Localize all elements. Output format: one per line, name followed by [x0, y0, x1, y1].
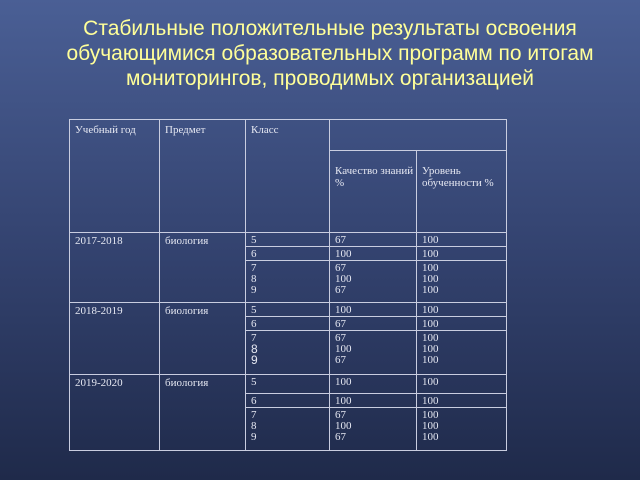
grade-cell	[246, 375, 330, 394]
level-value: 100	[422, 318, 439, 330]
grade-cell	[246, 233, 330, 247]
level-value: 100	[422, 248, 439, 260]
level-value: 100	[422, 262, 439, 274]
grade-cell	[246, 317, 330, 331]
quality-cell	[330, 394, 417, 408]
level-value: 100	[422, 395, 439, 407]
grade-value: 6	[251, 248, 257, 260]
grade-value: 8	[251, 273, 257, 285]
level-value: 100	[422, 376, 439, 388]
quality-value: 67	[335, 431, 346, 443]
grade-value: 6	[251, 318, 257, 330]
quality-cell	[330, 261, 417, 303]
quality-value: 100	[335, 395, 352, 407]
grade-value: 8	[251, 342, 258, 356]
quality-value: 100	[335, 420, 352, 432]
grade-value: 7	[251, 409, 257, 421]
level-value: 100	[422, 343, 439, 355]
level-value: 100	[422, 431, 439, 443]
quality-cell	[330, 233, 417, 247]
subject-cell: биология	[160, 303, 246, 375]
grade-cell	[246, 261, 330, 303]
quality-cell	[330, 331, 417, 375]
quality-value: 100	[335, 248, 352, 260]
quality-value: 67	[335, 409, 346, 421]
grade-value: 6	[251, 395, 257, 407]
quality-value: 100	[335, 376, 352, 388]
level-cell	[417, 247, 507, 261]
grade-value: 8	[251, 420, 257, 432]
quality-value: 100	[335, 273, 352, 285]
level-cell	[417, 375, 507, 394]
level-value: 100	[422, 234, 439, 246]
level-value: 100	[422, 354, 439, 366]
level-cell	[417, 394, 507, 408]
grade-value: 9	[251, 284, 257, 296]
year-cell: 2017-2018	[70, 233, 160, 303]
quality-value: 67	[335, 262, 346, 274]
quality-value: 67	[335, 234, 346, 246]
year-cell: 2019-2020	[70, 375, 160, 451]
grade-value: 9	[251, 353, 258, 367]
header-level: Уровень обученности %	[417, 151, 507, 233]
subject-cell: биология	[160, 375, 246, 451]
quality-cell	[330, 375, 417, 394]
grade-cell	[246, 394, 330, 408]
level-cell	[417, 261, 507, 303]
level-cell	[417, 317, 507, 331]
grade-cell	[246, 408, 330, 451]
slide-title: Стабильные положительные результаты освоения обучающимися образовательных программ по итогам мониторингов, проводимых организацией	[66, 17, 594, 90]
quality-value: 67	[335, 354, 346, 366]
quality-cell	[330, 408, 417, 451]
grade-value: 5	[251, 376, 257, 388]
grade-value: 7	[251, 332, 257, 344]
quality-value: 67	[335, 284, 346, 296]
level-cell	[417, 303, 507, 317]
quality-value: 67	[335, 318, 346, 330]
grade-cell	[246, 303, 330, 317]
grade-cell	[246, 331, 330, 375]
level-cell	[417, 408, 507, 451]
header-quality: Качество знаний %	[330, 151, 417, 233]
level-value: 100	[422, 273, 439, 285]
quality-value: 100	[335, 304, 352, 316]
header-subject: Предмет	[160, 120, 246, 233]
quality-value: 100	[335, 343, 352, 355]
year-cell: 2018-2019	[70, 303, 160, 375]
header-year: Учебный год	[70, 120, 160, 233]
subject-cell: биология	[160, 233, 246, 303]
quality-cell	[330, 317, 417, 331]
level-value: 100	[422, 332, 439, 344]
quality-cell	[330, 247, 417, 261]
header-grade: Класс	[246, 120, 330, 233]
results-table	[69, 119, 507, 451]
level-value: 100	[422, 409, 439, 421]
grade-value: 5	[251, 234, 257, 246]
quality-cell	[330, 303, 417, 317]
header-blank	[330, 120, 507, 151]
level-cell	[417, 233, 507, 247]
level-value: 100	[422, 304, 439, 316]
level-value: 100	[422, 420, 439, 432]
level-cell	[417, 331, 507, 375]
grade-value: 7	[251, 262, 257, 274]
level-value: 100	[422, 284, 439, 296]
quality-value: 67	[335, 332, 346, 344]
grade-value: 5	[251, 304, 257, 316]
grade-cell	[246, 247, 330, 261]
grade-value: 9	[251, 431, 257, 443]
